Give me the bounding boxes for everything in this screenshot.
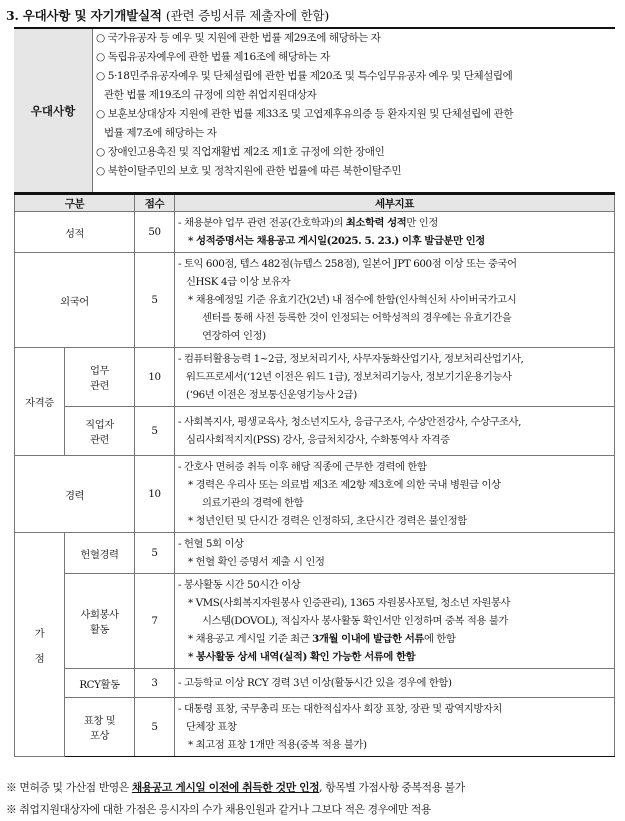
criteria-text: - 채용분야 업무 관련 전공(간호학과)의 <box>178 217 346 229</box>
criteria-line <box>178 630 614 648</box>
footnote <box>6 777 620 799</box>
header-criteria: 세부지표 <box>175 194 615 212</box>
criteria-line: * 최고점 표창 1개만 적용(중복 적용 불가) <box>188 739 367 751</box>
table-row <box>15 212 615 253</box>
grades-criteria <box>175 212 615 253</box>
section-title <box>6 6 329 24</box>
criteria-line: 센터를 통해 사전 등록한 것이 인정되는 어학성적의 경우에는 유효기간을 <box>202 312 512 324</box>
criteria-text: 에 한함 <box>423 633 456 645</box>
criteria-line: - 대통령 표창, 국무총리 또는 대한적십자사 회장 표창, 장관 및 광역지방자치 <box>178 703 502 715</box>
blood-points: 5 <box>135 533 175 574</box>
cert-job-label-1: 업무 <box>89 365 110 377</box>
table-header-row <box>15 194 615 212</box>
criteria-line: 시스템(DOVOL), 적십자사 봉사활동 확인서만 인정하며 중복 적용 불가 <box>202 615 508 627</box>
rcy-label: RCY활동 <box>65 669 135 698</box>
criteria-line: (‘96년 이전은 정보통신운영기능사 2급) <box>186 389 357 401</box>
preference-line: ○ 국가유공자 등 예우 및 지원에 관한 법률 제29조에 해당하는 자 <box>96 32 381 44</box>
criteria-line: * 채용예정일 기준 유효기간(2년) 내 점수에 한함(인사혁신처 사이버국가고시 <box>188 294 517 306</box>
cert-job-criteria <box>175 348 615 407</box>
criteria-line: - 간호사 면허증 취득 이후 해당 직종에 근무한 경력에 한함 <box>178 461 427 473</box>
table-row <box>15 253 615 348</box>
table-row <box>15 533 615 574</box>
language-points: 5 <box>135 253 175 348</box>
cert-trait-criteria <box>175 407 615 456</box>
score-table <box>14 193 615 757</box>
blood-label: 헌혈경력 <box>65 533 135 574</box>
preference-box <box>14 27 615 193</box>
table-row <box>15 698 615 757</box>
footnote-text: , 항목별 가점사항 중복적용 불가 <box>319 781 465 794</box>
criteria-line: 의료기관의 경력에 한함 <box>202 497 304 509</box>
volunteer-label <box>65 574 135 669</box>
language-criteria <box>175 253 615 348</box>
section-title-main: 3. 우대사항 및 자기개발실적 <box>6 8 162 23</box>
criteria-line: - 토익 600점, 텝스 482점(뉴텝스 258점), 일본어 JPT 600점 이상 또는 중국어 <box>178 258 517 270</box>
table-row <box>15 456 615 533</box>
cert-category: 자격증 <box>15 348 65 456</box>
footnote-text: ※ 취업지원대상자에 대한 가점은 응시자의 수가 채용인원과 같거나 그보다 적은 경우에만 적용 <box>6 803 431 816</box>
language-category: 외국어 <box>15 253 135 348</box>
criteria-line: * 헌혈 확인 증명서 제출 시 인정 <box>188 556 325 568</box>
volunteer-points: 7 <box>135 574 175 669</box>
award-criteria <box>175 698 615 757</box>
grades-points: 50 <box>135 212 175 253</box>
blood-criteria <box>175 533 615 574</box>
criteria-line: 신HSK 4급 이상 보유자 <box>186 276 291 288</box>
criteria-line: * 성적증명서는 채용공고 게시일(2025. 5. 23.) 이후 발급분만 인정 <box>188 235 485 247</box>
criteria-line: * 봉사활동 상세 내역(실적) 확인 가능한 서류에 한함 <box>188 651 416 663</box>
rcy-points: 3 <box>135 669 175 698</box>
table-row <box>15 407 615 456</box>
criteria-line: - 컴퓨터활용능력 1~2급, 정보처리기사, 사무자동화산업기사, 정보처리산업기사, <box>178 353 524 365</box>
grades-category: 성적 <box>15 212 135 253</box>
criteria-emphasis: 3개월 이내에 발급한 서류 <box>312 633 424 645</box>
bonus-category <box>15 533 65 757</box>
criteria-line: * 청년인턴 및 단시간 경력은 인정하되, 초단시간 경력은 불인정함 <box>188 515 467 527</box>
criteria-text: * 채용공고 게시일 기준 최근 <box>188 633 313 645</box>
header-category: 구분 <box>15 194 135 212</box>
criteria-line: - 봉사활동 시간 50시간 이상 <box>178 579 301 591</box>
footnote-emphasis: 채용공고 게시일 이전에 취득한 것만 인정 <box>131 781 320 794</box>
preference-line: ○ 장애인고용촉진 및 직업재활법 제2조 제1호 규정에 의한 장애인 <box>96 146 385 158</box>
criteria-line: 단체장 표창 <box>186 721 237 733</box>
rcy-criteria <box>175 669 615 698</box>
cert-trait-label <box>65 407 135 456</box>
criteria-line: - 고등학교 이상 RCY 경력 3년 이상(활동시간 있을 경우에 한함) <box>178 677 452 689</box>
criteria-line: * VMS(사회복지자원봉사 인증관리), 1365 자원봉사포털, 청소년 자원봉사 <box>188 597 511 609</box>
bonus-category-2: 점 <box>34 652 45 665</box>
criteria-line: 연장하여 인정) <box>202 330 266 342</box>
criteria-text: 만 인정 <box>406 217 438 229</box>
cert-trait-label-1: 직업자 <box>85 419 114 431</box>
preference-line: 법률 제7조에 해당하는 자 <box>104 127 217 139</box>
preference-line: ○ 보훈보상대상자 지원에 관한 법률 제33조 및 고엽제후유의증 등 환자지원 및 단체설립에 관한 <box>96 108 514 120</box>
footnote-text: ※ 면허증 및 가산점 반영은 <box>6 781 132 794</box>
award-label-2: 포상 <box>89 730 110 742</box>
section-title-sub: (관련 증빙서류 제출자에 한함) <box>165 8 330 23</box>
footnotes <box>6 777 620 821</box>
preference-line: 관한 법률 제19조의 규정에 의한 취업지원대상자 <box>104 89 317 101</box>
table-row <box>15 669 615 698</box>
cert-trait-label-2: 관련 <box>89 434 110 446</box>
cert-job-label-2: 관련 <box>89 380 110 392</box>
preference-list <box>96 29 611 181</box>
cert-trait-points: 5 <box>135 407 175 456</box>
volunteer-label-1: 사회봉사 <box>80 609 119 621</box>
cert-job-points: 10 <box>135 348 175 407</box>
criteria-line: 워드프로세서(‘12년 이전은 워드 1급), 정보처리기능사, 정보기기운용기능사 <box>186 371 512 383</box>
criteria-line: * 경력은 우리사 또는 의료법 제3조 제2항 제3호에 의한 국내 병원급 이상 <box>188 479 501 491</box>
table-row <box>15 348 615 407</box>
criteria-line: - 사회복지사, 평생교육사, 청소년지도사, 응급구조사, 수상안전강사, 수상구조사, <box>178 416 522 428</box>
career-category: 경력 <box>15 456 135 533</box>
footnote <box>6 799 620 821</box>
criteria-line: 심리사회적지지(PSS) 강사, 응급처치강사, 수화통역사 자격증 <box>186 434 450 446</box>
award-label <box>65 698 135 757</box>
volunteer-label-2: 활동 <box>89 624 110 636</box>
cert-job-label <box>65 348 135 407</box>
criteria-line: - 헌혈 5회 이상 <box>178 538 244 550</box>
volunteer-criteria <box>175 574 615 669</box>
preference-line: ○ 북한이탈주민의 보호 및 정착지원에 관한 법률에 따른 북한이탈주민 <box>96 165 402 177</box>
preference-label: 우대사항 <box>14 29 93 192</box>
table-row <box>15 574 615 669</box>
header-points: 점수 <box>135 194 175 212</box>
award-label-1: 표창 및 <box>83 715 116 727</box>
career-points: 10 <box>135 456 175 533</box>
criteria-emphasis: 최소학력 성적 <box>345 217 407 229</box>
preference-line: ○ 5·18민주유공자예우 및 단체설립에 관한 법률 제20조 및 특수임무유공자 예우 및 단체설립에 <box>96 70 513 82</box>
bonus-category-1: 가 <box>34 627 45 640</box>
award-points: 5 <box>135 698 175 757</box>
preference-line: ○ 독립유공자예우에 관한 법률 제16조에 해당하는 자 <box>96 51 330 63</box>
career-criteria <box>175 456 615 533</box>
